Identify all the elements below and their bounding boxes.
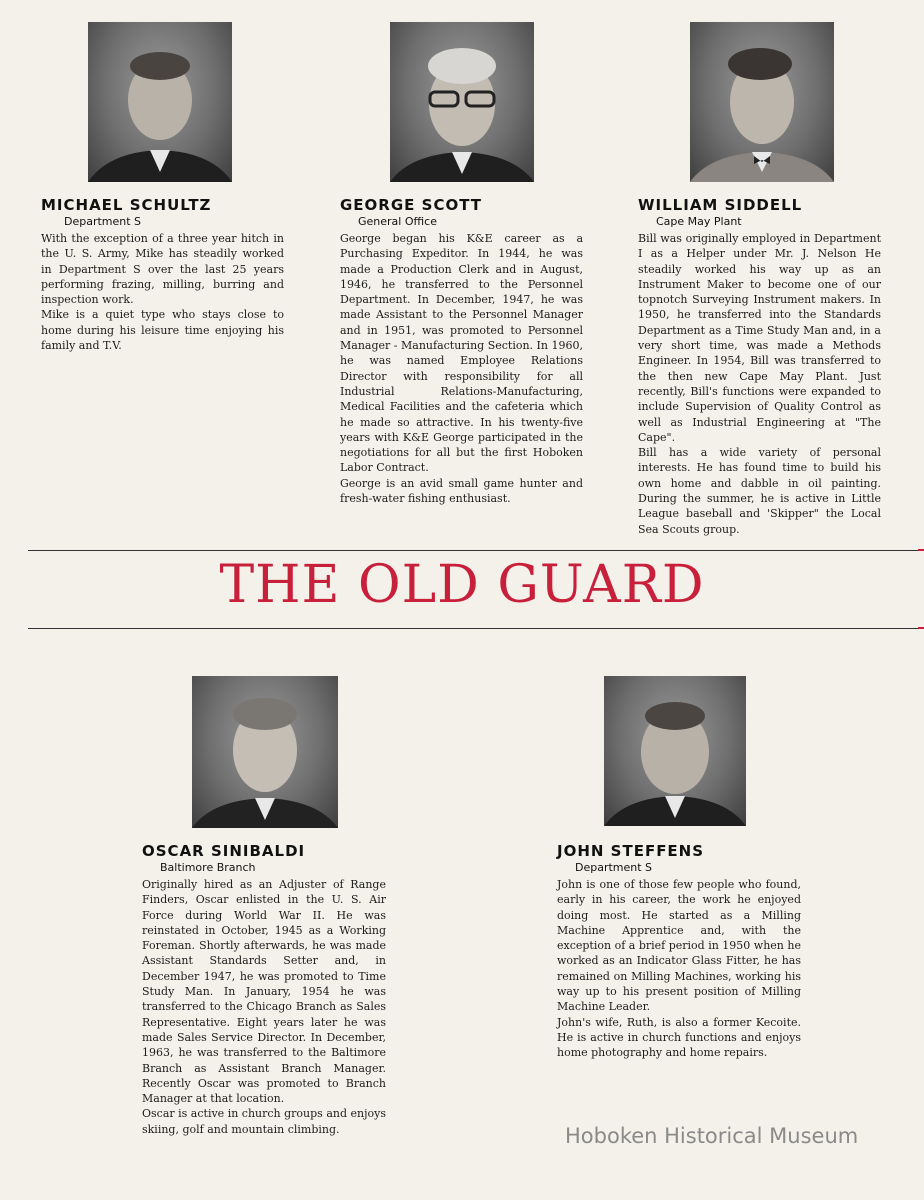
person-name: WILLIAM SIDDELL [638, 196, 803, 214]
profile-michael-schultz [41, 196, 284, 353]
person-name: OSCAR SINIBALDI [142, 842, 306, 860]
bio-paragraph: With the exception of a three year hitch in the U. S. Army, Mike has steadily worked in Department S over the last 25 years performing frazing, milling, burring and inspection work. [41, 232, 284, 307]
biography [638, 231, 881, 537]
portrait-silhouette [192, 676, 338, 828]
bio-paragraph: Originally hired as an Adjuster of Range Finders, Oscar enlisted in the U. S. Air Force during World War II. He was reinstated in October, 1945 as a Working Foreman. Shortly afterwards, he was made Assistant Standards Setter and, in December 1947, he was promoted to Time Study Man. In January, 1954 he was transferred to the Chicago Branch as Sales Representative. Eight years later he was made Sales Service Director. In December, 1963, he was transferred to the Baltimore Branch as Assistant Branch Manager. Recently Oscar was promoted to Branch Manager at that location. [142, 878, 386, 1106]
edge-mark [918, 549, 924, 551]
portrait-john-steffens [604, 676, 746, 826]
department-label: Baltimore Branch [160, 861, 256, 874]
section-title: THE OLD GUARD [219, 555, 705, 615]
profile-john-steffens [557, 842, 801, 1061]
top-divider [28, 550, 924, 551]
bio-paragraph: Oscar is active in church groups and enjoys skiing, golf and mountain climbing. [142, 1107, 386, 1136]
profile-oscar-sinibaldi [142, 842, 386, 1137]
person-name: GEORGE SCOTT [340, 196, 483, 214]
portrait-oscar-sinibaldi [192, 676, 338, 828]
department-label: General Office [358, 215, 437, 228]
portrait-silhouette [690, 22, 834, 182]
person-name: JOHN STEFFENS [557, 842, 705, 860]
portrait-michael-schultz [88, 22, 232, 182]
profile-george-scott [340, 196, 583, 506]
biography [41, 231, 284, 353]
portrait-william-siddell [690, 22, 834, 182]
portrait-george-scott [390, 22, 534, 182]
portrait-silhouette [604, 676, 746, 826]
biography [557, 877, 801, 1061]
bottom-divider [28, 628, 924, 629]
bio-paragraph: John's wife, Ruth, is also a former Kecoite. He is active in church functions and enjoys home photography and home repairs. [557, 1015, 801, 1060]
biography [142, 877, 386, 1137]
portrait-silhouette [390, 22, 534, 182]
person-name: MICHAEL SCHULTZ [41, 196, 212, 214]
bio-paragraph: John is one of those few people who found, early in his career, the work he enjoyed doing most. He started as a Milling Machine Apprentice and, with the exception of a brief period in 1950 when he worked as an Indicator Glass Fitter, he has remained on Milling Machines, working his way up to his present position of Milling Machine Leader. [557, 878, 801, 1014]
department-label: Department S [64, 215, 142, 228]
edge-mark [918, 627, 924, 629]
portrait-silhouette [88, 22, 232, 182]
department-label: Cape May Plant [656, 215, 742, 228]
bio-paragraph: Bill has a wide variety of personal interests. He has found time to build his own home and dabble in oil painting. During the summer, he is active in Little League baseball and 'Skipper" the Local Sea Scouts group. [638, 446, 881, 536]
bio-paragraph: George is an avid small game hunter and fresh-water fishing enthusiast. [340, 476, 583, 506]
bio-paragraph: Bill was originally employed in Department I as a Helper under Mr. J. Nelson He steadily worked his way up as an Instrument Maker to become one of our topnotch Surveying Instrument makers. In 1950, he transferred into the Standards Department as a Time Study Man and, in a very short time, was made a Methods Engineer. In 1954, Bill was transferred to the then new Cape May Plant. Just recently, Bill's functions were expanded to include Supervision of Quality Control as well as Industrial Engineering at "The Cape". [638, 232, 881, 444]
museum-watermark: Hoboken Historical Museum [565, 1124, 859, 1148]
biography [340, 231, 583, 506]
bio-paragraph: George began his K&E career as a Purchasing Expeditor. In 1944, he was made a Production Clerk and in August, 1946, he transferred to the Personnel Department. In December, 1947, he was made Assistant to the Personnel Manager and in 1951, was promoted to Personnel Manager - Manufacturing Section. In 1960, he was named Employee Relations Director with responsibility for all Industrial Relations-Manufacturing, Medical Facilities and the cafeteria which he made so attractive. In his twenty-five years with K&E George participated in the negotiations for all but the first Hoboken Labor Contract. [340, 232, 583, 475]
department-label: Department S [575, 861, 653, 874]
bio-paragraph: Mike is a quiet type who stays close to home during his leisure time enjoying his family and T.V. [41, 308, 284, 353]
profile-william-siddell [638, 196, 881, 537]
